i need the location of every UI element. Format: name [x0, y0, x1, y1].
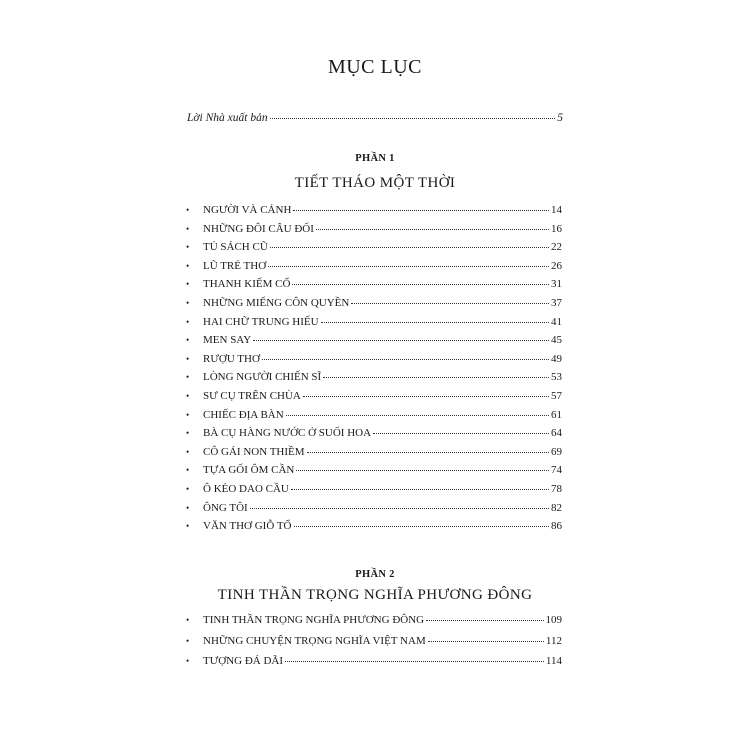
entry-label: TINH THẦN TRỌNG NGHĨA PHƯƠNG ĐÔNG	[203, 614, 425, 626]
entry-page-number: 114	[545, 655, 562, 667]
entry-page-number: 78	[551, 483, 562, 495]
entry-page-number: 45	[551, 334, 562, 347]
entry-page-number: 61	[551, 408, 562, 421]
entry-label: LÒNG NGƯỜI CHIẾN SĨ	[203, 371, 322, 384]
dot-leader	[426, 620, 543, 621]
entry-label: NHỮNG MIẾNG CÔN QUYỀN	[203, 297, 350, 309]
dot-leader	[321, 322, 549, 323]
preface-entry	[187, 112, 563, 125]
bullet-icon: •	[186, 428, 190, 439]
entry-page-number: 26	[551, 259, 562, 272]
bullet-icon: •	[186, 391, 190, 401]
bullet-icon: •	[186, 656, 190, 666]
entry-page-number: 86	[551, 520, 562, 533]
dot-leader	[262, 359, 549, 360]
entry-page-number: 14	[551, 204, 562, 216]
entry-page-number: 53	[551, 371, 562, 384]
dot-leader	[292, 284, 549, 285]
page-title: MỤC LỤC	[327, 56, 423, 78]
bullet-icon: •	[186, 465, 190, 476]
toc-entry	[186, 446, 562, 459]
toc-entry	[186, 278, 562, 291]
toc-entry	[186, 655, 562, 668]
bullet-icon: •	[186, 279, 190, 290]
toc-entry	[186, 297, 562, 310]
dot-leader	[293, 210, 549, 211]
entry-page-number: 82	[551, 501, 562, 514]
entry-label: TỦ SÁCH CŨ	[203, 241, 268, 254]
entry-label: CÔ GÁI NON THIỀM	[203, 445, 305, 458]
toc-entry	[186, 353, 562, 366]
entry-page-number: 16	[551, 222, 562, 235]
toc-entry	[186, 427, 562, 440]
bullet-icon: •	[186, 502, 190, 513]
toc-entry	[186, 502, 562, 515]
entry-page-number: 64	[551, 427, 562, 440]
bullet-icon: •	[186, 260, 190, 271]
entry-label: THANH KIẾM CỔ	[203, 278, 291, 291]
entry-label: RƯỢU THƠ	[203, 352, 260, 365]
entry-page-number: 49	[551, 352, 562, 365]
entry-label: HAI CHỮ TRUNG HIẾU	[203, 315, 319, 328]
entry-label: CHIẾC ĐỊA BÀN	[203, 408, 284, 421]
bullet-icon: •	[186, 446, 190, 457]
dot-leader	[303, 396, 549, 397]
toc-entry	[186, 316, 562, 329]
dot-leader	[268, 266, 549, 267]
dot-leader	[286, 415, 549, 416]
entry-page-number: 5	[557, 112, 563, 124]
entry-page-number: 41	[551, 315, 562, 328]
bullet-icon: •	[186, 409, 190, 420]
entry-page-number: 37	[551, 297, 562, 309]
dot-leader	[270, 247, 549, 248]
toc-entry	[186, 390, 562, 403]
entry-label: BÀ CỤ HÀNG NƯỚC Ở SUỐI HOA	[203, 427, 372, 440]
bullet-icon: •	[186, 372, 190, 383]
dot-leader	[294, 526, 549, 527]
toc-entry	[186, 483, 562, 496]
toc-entry	[186, 614, 562, 627]
entry-page-number: 109	[545, 614, 562, 626]
part-title: TIẾT THÁO MỘT THỜI	[294, 175, 456, 191]
dot-leader	[323, 377, 549, 378]
entry-label: NHỮNG ĐÔI CÂU ĐỐI	[203, 222, 314, 235]
toc-entry	[186, 223, 562, 236]
entry-page-number: 22	[551, 241, 562, 254]
bullet-icon: •	[186, 353, 190, 364]
entry-page-number: 74	[551, 464, 562, 477]
dot-leader	[285, 661, 544, 662]
dot-leader	[373, 433, 549, 434]
entry-label: VĂN THƠ GIỖ TỔ	[203, 520, 292, 533]
entry-label: LŨ TRẺ THƠ	[203, 259, 267, 272]
entry-label: NGƯỜI VÀ CẢNH	[203, 204, 292, 216]
bullet-icon: •	[186, 635, 190, 646]
bullet-icon: •	[186, 615, 190, 625]
bullet-icon: •	[186, 484, 190, 494]
dot-leader	[307, 452, 549, 453]
dot-leader	[351, 303, 549, 304]
part-title: TINH THẦN TRỌNG NGHĨA PHƯƠNG ĐÔNG	[217, 587, 533, 603]
entry-page-number: 112	[545, 634, 562, 647]
toc-entry	[186, 260, 562, 273]
toc-entry	[186, 409, 562, 422]
entry-label: Ô KÉO DAO CẦU	[203, 483, 289, 495]
bullet-icon: •	[186, 223, 190, 234]
bullet-icon: •	[186, 205, 190, 215]
bullet-icon: •	[186, 521, 190, 532]
dot-leader	[270, 118, 556, 119]
toc-entry	[186, 635, 562, 648]
bullet-icon: •	[186, 335, 190, 346]
dot-leader	[291, 489, 549, 490]
toc-entry	[186, 204, 562, 217]
bullet-icon: •	[186, 242, 190, 253]
entry-label: NHỮNG CHUYỆN TRỌNG NGHĨA VIỆT NAM	[203, 634, 426, 647]
dot-leader	[428, 641, 544, 642]
entry-label: TỰA GỐI ÔM CẦN	[203, 464, 295, 477]
bullet-icon: •	[186, 298, 190, 308]
entry-label: MEN SAY	[203, 334, 252, 347]
toc-entry	[186, 334, 562, 347]
bullet-icon: •	[186, 316, 190, 327]
dot-leader	[296, 470, 549, 471]
dot-leader	[253, 340, 549, 341]
part-label: PHẦN 1	[355, 153, 395, 164]
entry-page-number: 57	[551, 390, 562, 402]
entry-page-number: 69	[551, 445, 562, 458]
entry-label: Lời Nhà xuất bản	[187, 112, 268, 124]
entry-label: ÔNG TÔI	[203, 501, 248, 514]
toc-entry	[186, 464, 562, 477]
dot-leader	[316, 229, 549, 230]
entry-label: TƯỢNG ĐÁ DÃI	[203, 655, 284, 667]
toc-entry	[186, 520, 562, 533]
entry-label: SƯ CỤ TRÊN CHÙA	[203, 390, 301, 402]
entry-page-number: 31	[551, 278, 562, 291]
toc-entry	[186, 241, 562, 254]
part-label: PHẦN 2	[355, 569, 395, 580]
toc-entry	[186, 371, 562, 384]
dot-leader	[250, 508, 549, 509]
